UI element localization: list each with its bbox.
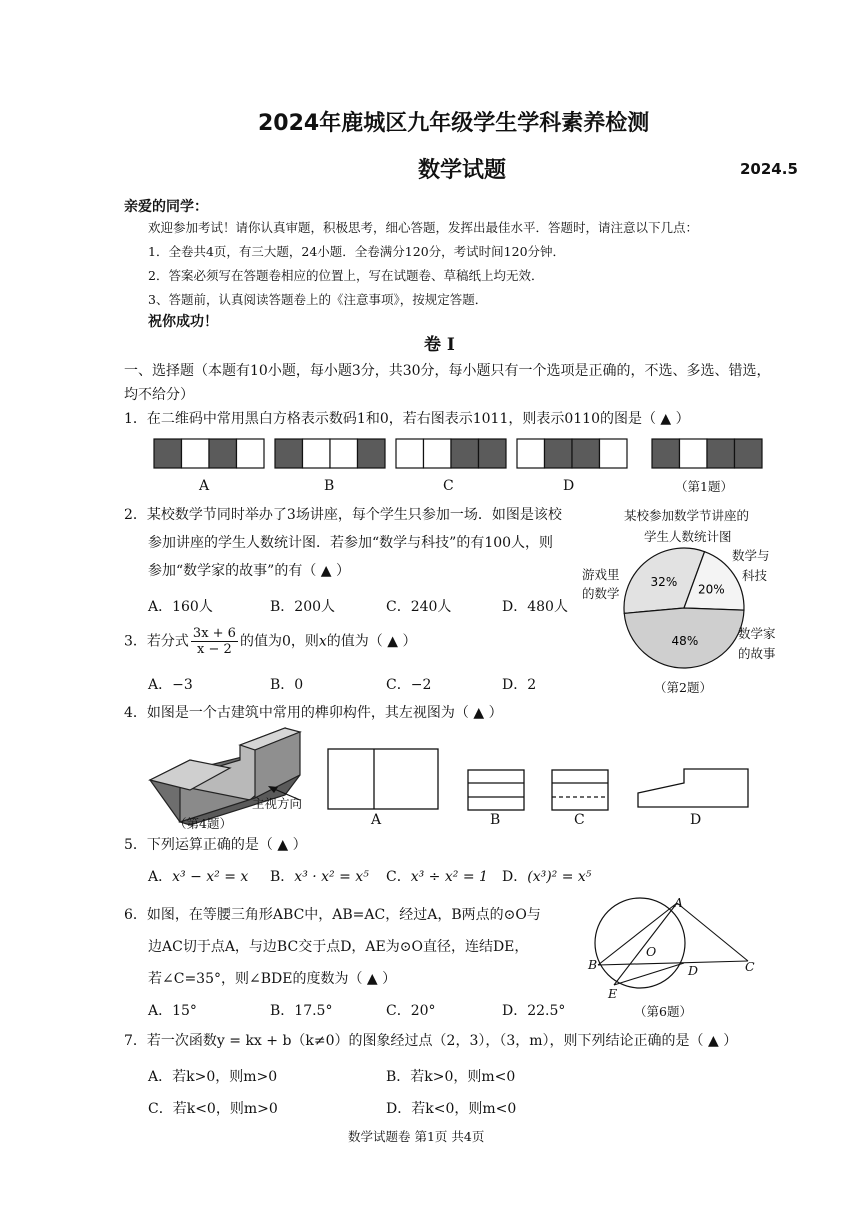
intro-line-4: 3、答题前，认真阅读答题卷上的《注意事项》，按规定答题． — [148, 292, 488, 307]
q5-option-d-letter: D． — [502, 869, 528, 885]
q3-option-b: B．0 — [270, 677, 304, 693]
intro-line-2: 1．全卷共4页，有三大题，24小题．全卷满分120分，考试时间120分钟． — [148, 244, 566, 259]
q6-point-a: A — [674, 895, 684, 910]
q7-option-b: B．若k>0，则m<0 — [386, 1069, 516, 1085]
q5-option-d-expr: (x³)² = x⁵ — [527, 869, 592, 885]
q4-label-c: C — [574, 812, 585, 828]
section1-heading-2: 均不给分） — [124, 387, 194, 403]
q6-option-d: D．22.5° — [502, 1003, 566, 1019]
q4-label-d: D — [690, 812, 702, 828]
q2-stem-1: 2．某校数学节同时举办了3场讲座，每个学生只参加一场．如图是该校 — [124, 507, 562, 523]
q4-view-label: 主视方向 — [252, 796, 303, 811]
q6-fig-label: （第6题） — [634, 1004, 692, 1019]
q5-option-a-expr: x³ − x² = x — [172, 869, 249, 885]
page-footer: 数学试题卷 第1页 共4页 — [348, 1129, 485, 1144]
q5-option-c-expr: x³ ÷ x² = 1 — [410, 869, 488, 885]
q4-label-b: B — [490, 812, 501, 828]
pie-label-tech-2: 科技 — [742, 568, 768, 583]
q1-label-b: B — [324, 478, 335, 494]
q3-prefix: 3．若分式 — [124, 633, 189, 650]
q5-option-c-letter: C． — [386, 869, 411, 885]
chart-title-2: 学生人数统计图 — [644, 529, 732, 544]
q5-option-b-letter: B． — [270, 869, 295, 885]
q1-fig-label: （第1题） — [675, 479, 733, 494]
q6-line-2: 边AC切于点A，与边BC交于点D，AE为⊙O直径，连结DE， — [148, 939, 529, 955]
q1-stem: 1．在二维码中常用黑白方格表示数码1和0，若右图表示1011，则表示0110的图是（ ▲ ） — [124, 411, 690, 427]
q3-numerator: 3x + 6 — [192, 626, 236, 641]
q2-option-a: A．160人 — [148, 599, 213, 615]
q6-point-e: E — [608, 986, 618, 1001]
q3-denominator: x − 2 — [197, 642, 232, 657]
q6-point-o: O — [646, 944, 657, 959]
q3-var: x — [318, 633, 327, 650]
q7-stem: 7．若一次函数y = kx + b（k≠0）的图象经过点（2，3），（3，m），则下列结论正确的是（ ▲ ） — [124, 1033, 738, 1049]
q6-point-b: B — [588, 957, 598, 972]
q2-option-c: C．240人 — [386, 599, 452, 615]
q2-option-d: D．480人 — [502, 599, 568, 615]
q1-label-d: D — [563, 478, 575, 494]
q7-option-c: C．若k<0，则m>0 — [148, 1101, 278, 1117]
q6-option-a: A．15° — [148, 1003, 197, 1019]
pie-value-label: 32% — [650, 574, 678, 589]
q4-fig-label: （第4题） — [174, 816, 232, 831]
q4-label-a: A — [371, 812, 382, 828]
q6-point-d: D — [688, 963, 699, 978]
pie-label-game-1: 游戏里 — [582, 567, 620, 582]
q1-label-a: A — [199, 478, 210, 494]
q6-line-1: 6．如图，在等腰三角形ABC中，AB=AC，经过A，B两点的⊙O与 — [124, 907, 541, 923]
q7-option-a: A．若k>0，则m>0 — [148, 1069, 278, 1085]
exam-date: 2024.5 — [740, 160, 798, 178]
q6-point-c: C — [745, 959, 755, 974]
pie-value-label: 48% — [671, 633, 699, 648]
q2-fig-label: （第2题） — [654, 680, 712, 695]
q6-option-b: B．17.5° — [270, 1003, 333, 1019]
pie-label-tech-1: 数学与 — [732, 548, 770, 563]
q5-option-b-expr: x³ · x² = x⁵ — [294, 869, 369, 885]
pie-value-label: 20% — [698, 582, 725, 597]
q3-option-c: C．−2 — [386, 677, 432, 693]
q2-stem-3: 参加“数学家的故事”的有（ ▲ ） — [148, 563, 350, 579]
pie-label-game-2: 的数学 — [582, 586, 620, 601]
greeting: 亲爱的同学： — [124, 199, 208, 215]
q3-suffix: 的值为0，则 — [239, 633, 319, 650]
q6-option-c: C．20° — [386, 1003, 436, 1019]
pie-label-story-1: 数学家 — [738, 626, 776, 641]
q3-suffix2: 的值为（ ▲ ） — [326, 633, 417, 650]
q5-stem: 5．下列运算正确的是（ ▲ ） — [124, 837, 307, 853]
q5-option-a-letter: A． — [148, 869, 173, 885]
exam-subtitle: 数学试题 — [418, 158, 507, 183]
q4-stem: 4．如图是一个古建筑中常用的榫卯构件，其左视图为（ ▲ ） — [124, 705, 503, 721]
q2-option-b: B．200人 — [270, 599, 336, 615]
chart-title-1: 某校参加数学节讲座的 — [624, 508, 750, 523]
wish: 祝你成功！ — [148, 314, 218, 330]
intro-line-3: 2．答案必须写在答题卷相应的位置上，写在试题卷、草稿纸上均无效． — [148, 268, 544, 283]
q1-label-c: C — [443, 478, 454, 494]
exam-title: 2024年鹿城区九年级学生学科素养检测 — [258, 111, 650, 136]
q3-option-a: A．−3 — [148, 677, 193, 693]
volume-label: 卷 I — [424, 335, 455, 355]
q7-option-d: D．若k<0，则m<0 — [386, 1101, 517, 1117]
pie-label-story-2: 的故事 — [738, 646, 776, 661]
q3-option-d: D．2 — [502, 677, 537, 693]
q6-line-3: 若∠C=35°，则∠BDE的度数为（ ▲ ） — [148, 971, 397, 987]
intro-line-1: 欢迎参加考试！请你认真审题，积极思考，细心答题，发挥出最佳水平．答题时，请注意以下几点： — [148, 220, 699, 235]
q2-stem-2: 参加讲座的学生人数统计图．若参加“数学与科技”的有100人，则 — [148, 535, 554, 551]
section1-heading-1: 一、选择题（本题有10小题，每小题3分，共30分，每小题只有一个选项是正确的，不选、多选、错选， — [124, 363, 771, 379]
